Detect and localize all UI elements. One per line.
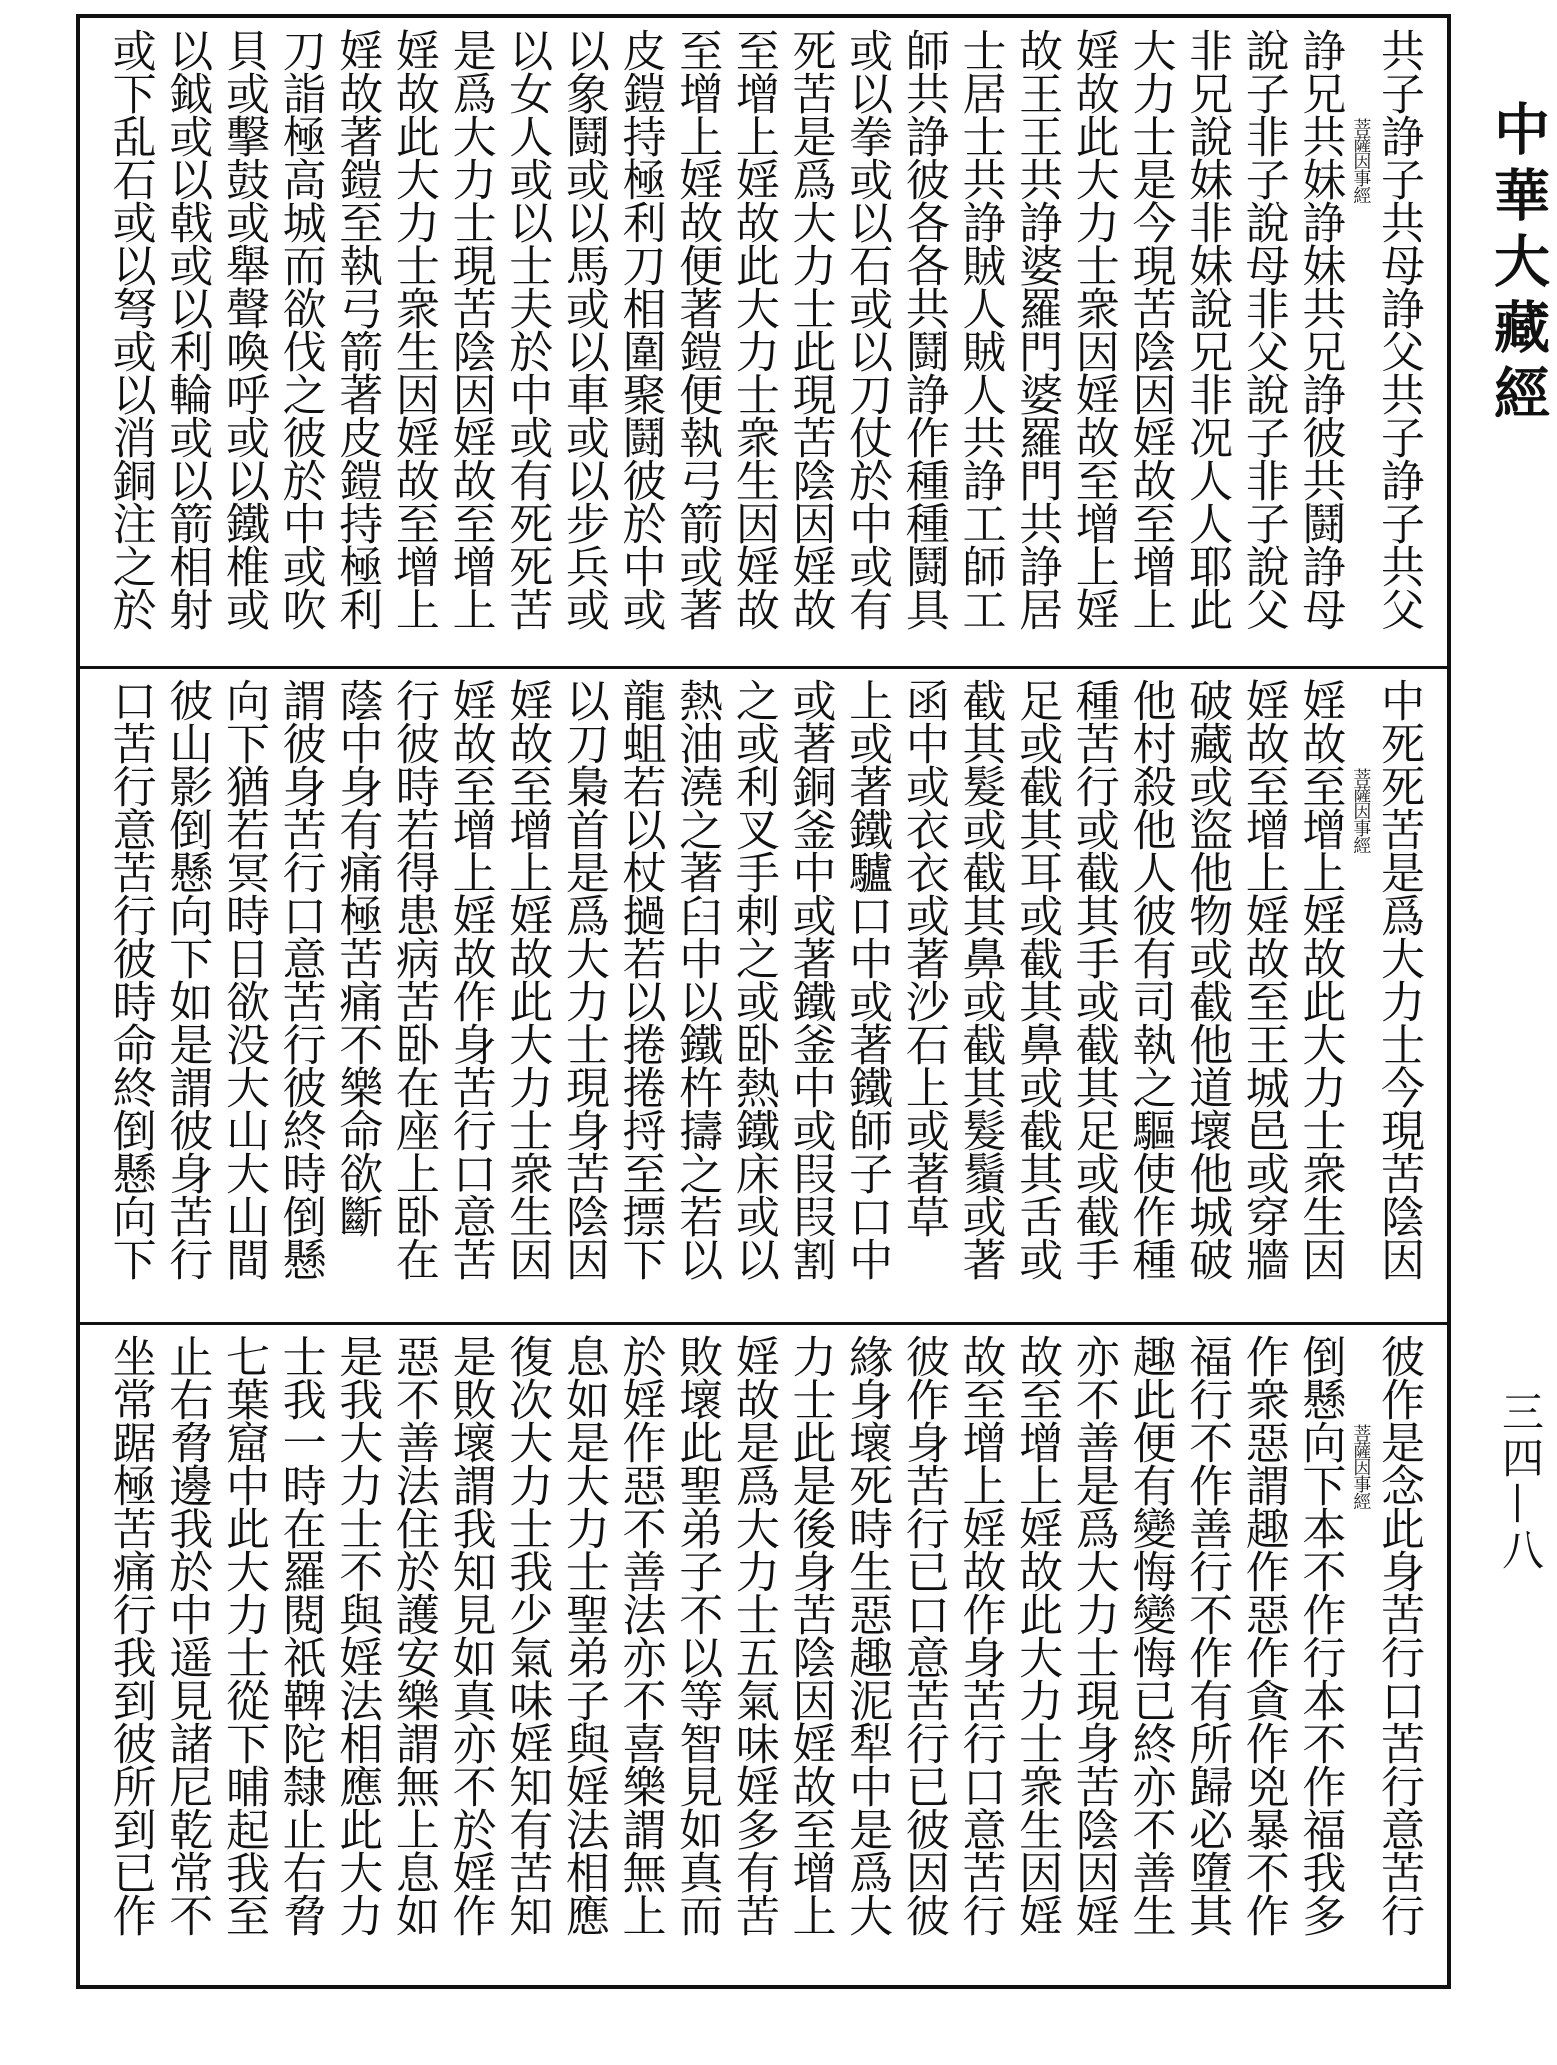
text-column: 共子諍子共母諍父共子諍子共父 [1373, 28, 1424, 630]
register-divider [80, 1322, 1447, 1325]
text-column: 說子非子說母非父說子非子說父 [1237, 28, 1289, 630]
text-column: 惡不善法住於護安樂謂無上息如 [387, 1334, 439, 1936]
text-column: 刀詣極高城而欲伐之彼於中或吹 [274, 28, 326, 630]
text-column: 彼作是念此身苦行口苦行意苦行 [1373, 1334, 1424, 1936]
text-column: 或以拳或以石或以刀仗於中或有 [841, 28, 893, 630]
text-column: 是我大力士不與婬法相應此大力 [331, 1334, 383, 1936]
text-column: 故王王共諍婆羅門婆羅門共諍居 [1011, 28, 1063, 630]
text-column: 復次大力士我少氣味婬知有苦知 [501, 1334, 553, 1936]
text-register-2 [80, 668, 1447, 1324]
text-column: 士我一時在羅閱祇鞞陀隸止右脅 [274, 1334, 326, 1936]
text-column: 婬故至增上婬故作身苦行口意苦 [444, 678, 496, 1280]
text-column: 蔭中身有痛極苦痛不樂命欲斷 [331, 678, 383, 1237]
text-column: 向下猶若冥時日欲没大山大山間 [217, 678, 269, 1280]
text-column: 足或截其耳或截其鼻或截其舌或 [1011, 678, 1063, 1280]
text-column: 之或利叉手剌之或卧熱鐵床或以 [727, 678, 779, 1280]
margin-note [1350, 1334, 1372, 2065]
text-column: 婬故是爲大力士五氣味婬多有苦 [727, 1334, 779, 1936]
text-column: 是敗壞謂我知見如真亦不於婬作 [444, 1334, 496, 1936]
text-column: 破藏或盜他物或截他道壞他城破 [1181, 678, 1233, 1280]
text-column: 以刀梟首是爲大力士現身苦陰因 [557, 678, 609, 1280]
text-column: 坐常踞極苦痛行我到彼所到已作 [104, 1334, 156, 1936]
text-column: 上或著鐵驢口中或著鐵師子口中 [841, 678, 893, 1280]
text-column: 以象鬪或以馬或以車或以步兵或 [557, 28, 609, 630]
text-column: 熱油澆之著臼中以鐵杵擣之若以 [671, 678, 723, 1280]
text-register-1 [80, 18, 1447, 668]
text-column: 貝或擊鼓或舉聲喚呼或以鐵椎或 [217, 28, 269, 630]
text-register-3 [80, 1324, 1447, 1985]
text-column: 婬故至增上婬故此大力士衆生因 [1294, 678, 1346, 1280]
text-column: 種苦行或截其手或截其足或截手 [1067, 678, 1119, 1280]
text-column: 非兄說妹非妹說兄非况人人耶此 [1181, 28, 1233, 630]
text-column: 作衆惡謂趣作惡作貪作兇暴不作 [1237, 1334, 1289, 1936]
text-column: 彼作身苦行已口意苦行已彼因彼 [897, 1334, 949, 1936]
text-column: 息如是大力士聖弟子與婬法相應 [557, 1334, 609, 1936]
text-column: 婬故至增上婬故至王城邑或穿牆 [1237, 678, 1289, 1280]
text-columns [80, 1334, 1447, 1975]
text-column: 至增上婬故便著鎧便執弓箭或著 [671, 28, 723, 630]
text-column: 敗壞此聖弟子不以等智見如真而 [671, 1334, 723, 1936]
text-column: 死苦是爲大力士此現苦陰因婬故 [784, 28, 836, 630]
text-column: 力士此是後身苦陰因婬故至增上 [784, 1334, 836, 1936]
text-column: 他村殺他人彼有司執之驅使作種 [1124, 678, 1176, 1280]
text-column: 是爲大力士現苦陰因婬故至增上 [444, 28, 496, 630]
text-column: 亦不善是爲大力士現身苦陰因婬 [1067, 1334, 1119, 1936]
text-column: 中死死苦是爲大力士今現苦陰因 [1373, 678, 1424, 1280]
text-column: 師共諍彼各各共鬪諍作種種鬪具 [897, 28, 949, 630]
text-column: 婬故此大力士衆因婬故至增上婬 [1067, 28, 1119, 630]
text-column: 以鉞或以戟或以利輪或以箭相射 [161, 28, 213, 630]
text-column: 婬故至增上婬故此大力士衆生因 [501, 678, 553, 1280]
text-column: 故至增上婬故此大力士衆生因婬 [1011, 1334, 1063, 1936]
margin-sutra: 菩薩因事經 [1350, 1424, 1372, 1509]
text-column: 趣此便有變悔變悔已終亦不善生 [1124, 1334, 1176, 1936]
text-column: 截其髮或截其鼻或截其髮鬚或著 [954, 678, 1006, 1280]
text-column: 行彼時若得患病苦卧在座上卧在 [387, 678, 439, 1280]
text-column: 諍兄共妹諍妹共兄諍彼共鬪諍母 [1294, 28, 1346, 630]
text-column: 婬故此大力士衆生因婬故至增上 [387, 28, 439, 630]
page-frame [76, 14, 1451, 1989]
margin-note [1350, 678, 1372, 1404]
text-column: 婬故著鎧至執弓箭著皮鎧持極利 [331, 28, 383, 630]
page-number: 三四—八 [1496, 1390, 1545, 1574]
text-column: 緣身壞死時生惡趣泥犁中是爲大 [841, 1334, 893, 1936]
margin-note [1350, 28, 1372, 748]
register-divider [80, 666, 1447, 669]
text-column: 至增上婬故此大力士衆生因婬故 [727, 28, 779, 630]
text-column: 故至增上婬故作身苦行口意苦行 [954, 1334, 1006, 1936]
text-columns [80, 28, 1447, 658]
text-column: 龍蛆若以杖撾若以捲捲捋至摽下 [614, 678, 666, 1280]
text-column: 函中或衣衣或著沙石上或著草 [897, 678, 949, 1237]
text-column: 或著銅釜中或著鐵釜中或叚叚割 [784, 678, 836, 1280]
text-column: 福行不作善行不作有所歸必墮其 [1181, 1334, 1233, 1936]
margin-sutra: 菩薩因事經 [1350, 768, 1372, 853]
text-column: 口苦行意苦行彼時命終倒懸向下 [104, 678, 156, 1280]
text-column: 以女人或以士夫於中或有死死苦 [501, 28, 553, 630]
text-column: 士居士共諍賊人賊人共諍工師工 [954, 28, 1006, 630]
text-column: 止右脅邊我於中遥見諸尼乾常不 [161, 1334, 213, 1936]
text-column: 倒懸向下本不作行本不作福我多 [1294, 1334, 1346, 1936]
text-column: 彼山影倒懸向下如是謂彼身苦行 [161, 678, 213, 1280]
text-column: 大力士是今現苦陰因婬故至增上 [1124, 28, 1176, 630]
text-columns [80, 678, 1447, 1314]
text-column: 皮鎧持極利刀相圍聚鬪彼於中或 [614, 28, 666, 630]
text-column: 七葉窟中此大力士從下晡起我至 [217, 1334, 269, 1936]
text-column: 謂彼身苦行口意苦行彼終時倒懸 [274, 678, 326, 1280]
text-column: 於婬作惡不善法亦不喜樂謂無上 [614, 1334, 666, 1936]
text-column: 或下乱石或以弩或以消銅注之於 [104, 28, 156, 630]
collection-title: 中華大藏經 [1485, 100, 1551, 430]
margin-sutra: 菩薩因事經 [1350, 118, 1372, 203]
